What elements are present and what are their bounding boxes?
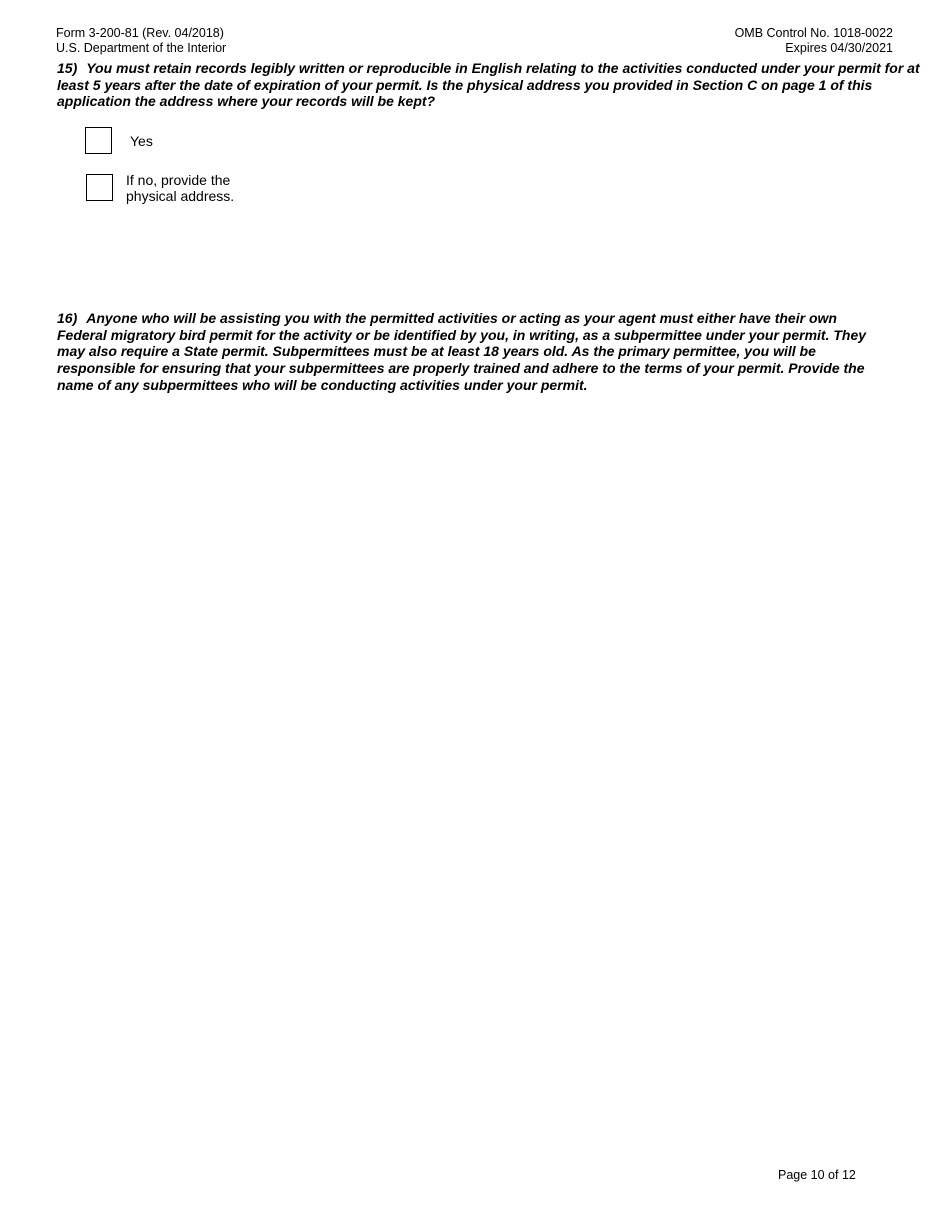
records-address-yes-label: Yes: [130, 133, 153, 149]
records-address-no-checkbox[interactable]: [86, 174, 113, 201]
form-header-right: [735, 26, 893, 56]
records-address-no-label: If no, provide the physical address.: [126, 172, 235, 204]
page-number: Page 10 of 12: [778, 1168, 856, 1182]
omb-control-number: OMB Control No. 1018-0022: [734, 26, 893, 40]
expiration-date: Expires 04/30/2021: [785, 41, 893, 55]
records-address-yes-checkbox[interactable]: [85, 127, 112, 154]
question-15: [57, 60, 927, 110]
question-16: [57, 310, 872, 394]
question-15-number: 15): [57, 60, 78, 76]
form-header-left: [56, 26, 226, 56]
form-number: Form 3-200-81 (Rev. 04/2018): [56, 26, 224, 40]
question-16-text: Anyone who will be assisting you with the permitted activities or acting as your agent must either have their own Federal migratory bird permit for the activity or be identified by you, in writing, as a subpermittee under your permit. They may also require a State permit. Subpermittees must be at least 18 years old. As the primary permittee, you will be responsible for ensuring that your subpermittees are properly trained and adhere to the terms of your permit. Provide the name of any subpermittees who will be conducting activities under your permit.: [57, 310, 867, 393]
department-name: U.S. Department of the Interior: [56, 41, 227, 55]
question-15-text: You must retain records legibly written or reproducible in English relating to the activities conducted under your permit for at least 5 years after the date of expiration of your permit. Is the physical address you provided in Section C on page 1 of this application the address where your records will be kept?: [57, 60, 920, 110]
question-16-number: 16): [57, 310, 78, 326]
